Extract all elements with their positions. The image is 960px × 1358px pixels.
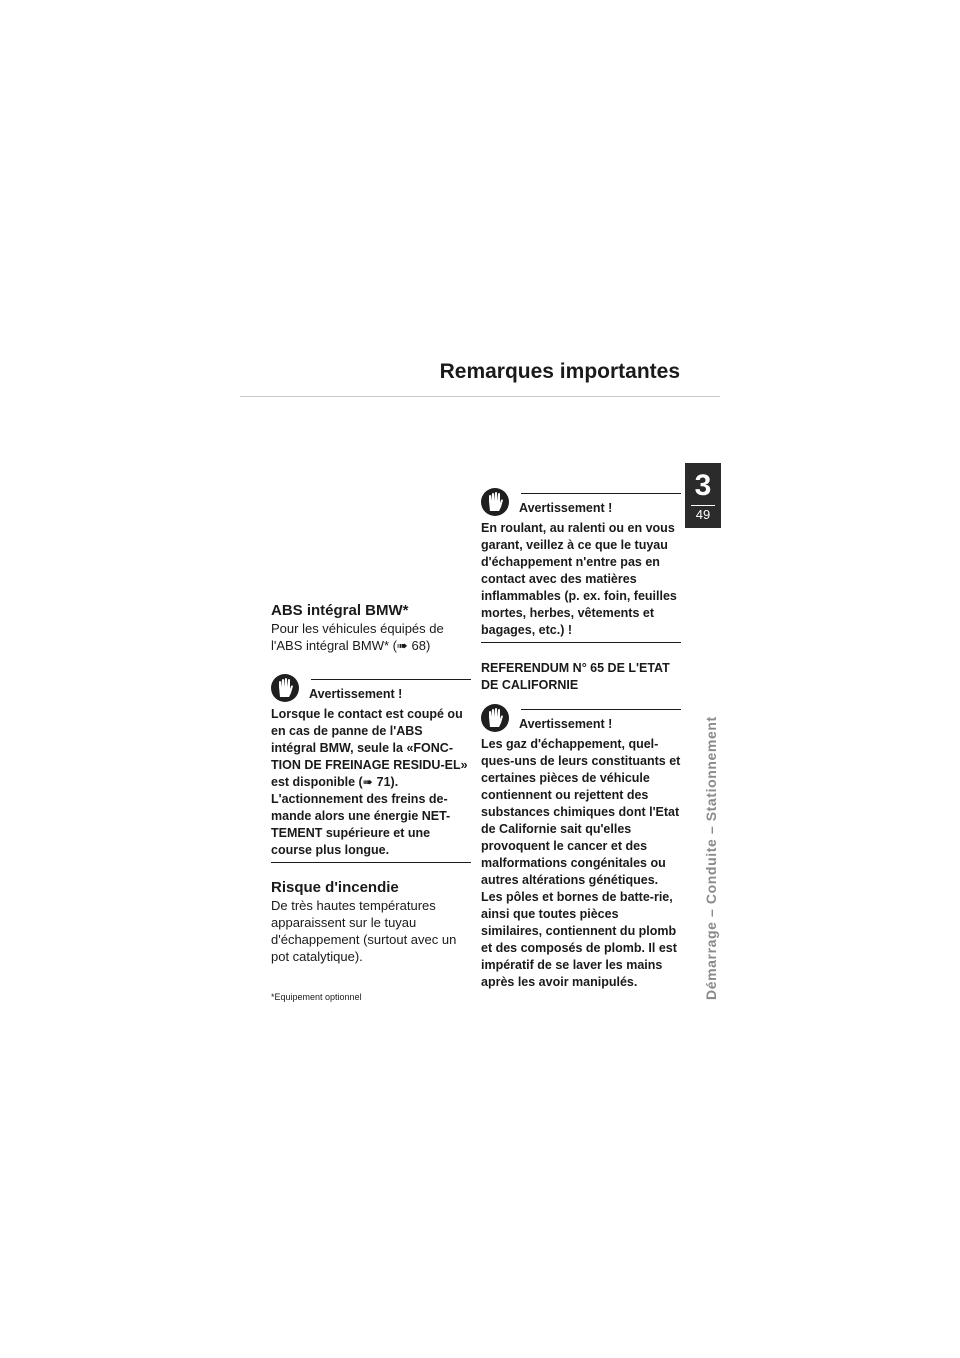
chapter-tab-divider [691,505,715,506]
abs-heading: ABS intégral BMW* [271,602,409,619]
warning-rule-top [521,493,681,494]
warning-rule-top [521,709,681,710]
referendum-heading: REFERENDUM N° 65 DE L'ETAT DE CALIFORNIE [481,661,670,692]
warning-rule-top [311,679,471,680]
warning-text: En roulant, au ralenti ou en vous garant, veillez à ce que le tuyau d'échappement n'entre pas en contact avec des matières inflammables (p. ex. foin, feuilles mortes, herbes, vêtements et bagages, etc.) ! [481,521,677,637]
chapter-tab [685,463,721,528]
side-chapter-title: Démarrage – Conduite – Stationnement [703,716,719,1000]
right-column [481,488,681,991]
warning-label: Avertissement ! [519,717,613,731]
warning-header [481,704,681,734]
left-column [271,602,471,1003]
fire-risk-body: De très hautes températures apparaissent sur le tuyau d'échappement (surtout avec un pot catalytique). [271,898,457,964]
warning-header [271,674,471,704]
warning-label: Avertissement ! [519,501,613,515]
page-title: Remarques importantes [439,360,680,383]
warning-label: Avertissement ! [309,687,403,701]
chapter-number: 3 [694,469,712,502]
title-divider [240,396,720,397]
footnote: *Equipement optionnel [271,992,362,1002]
warning-text: Les gaz d'échappement, quel-ques-uns de leurs constituants et certaines pièces de véhicule contiennent ou rejettent des substances chimiques dont l'Etat de Californie sait qu'elles provoquent le cancer et des malformations congénitales ou autres altérations génétiques. Les pôles et bornes de batte-rie, ainsi que toutes pièces similaires, contiennent du plomb et des composés de plomb. Il est impératif de se laver les mains après les avoir manipulés. [481,737,681,989]
hand-warning-icon [481,704,509,732]
warning-header [481,488,681,518]
abs-body: Pour les véhicules équipés de l'ABS intégral BMW* (➠ 68) [271,621,444,653]
hand-warning-icon [481,488,509,516]
page-number: 49 [695,507,711,522]
fire-risk-heading: Risque d'incendie [271,879,399,896]
hand-warning-icon [271,674,299,702]
warning-text: Lorsque le contact est coupé ou en cas de panne de l'ABS intégral BMW, seule la «FONC-TION DE FREINAGE RESIDU-EL» est disponible (➠ 71). L'actionnement des freins de-mande alors une énergie NET-TEMENT supérieure et une course plus longue. [271,707,468,857]
